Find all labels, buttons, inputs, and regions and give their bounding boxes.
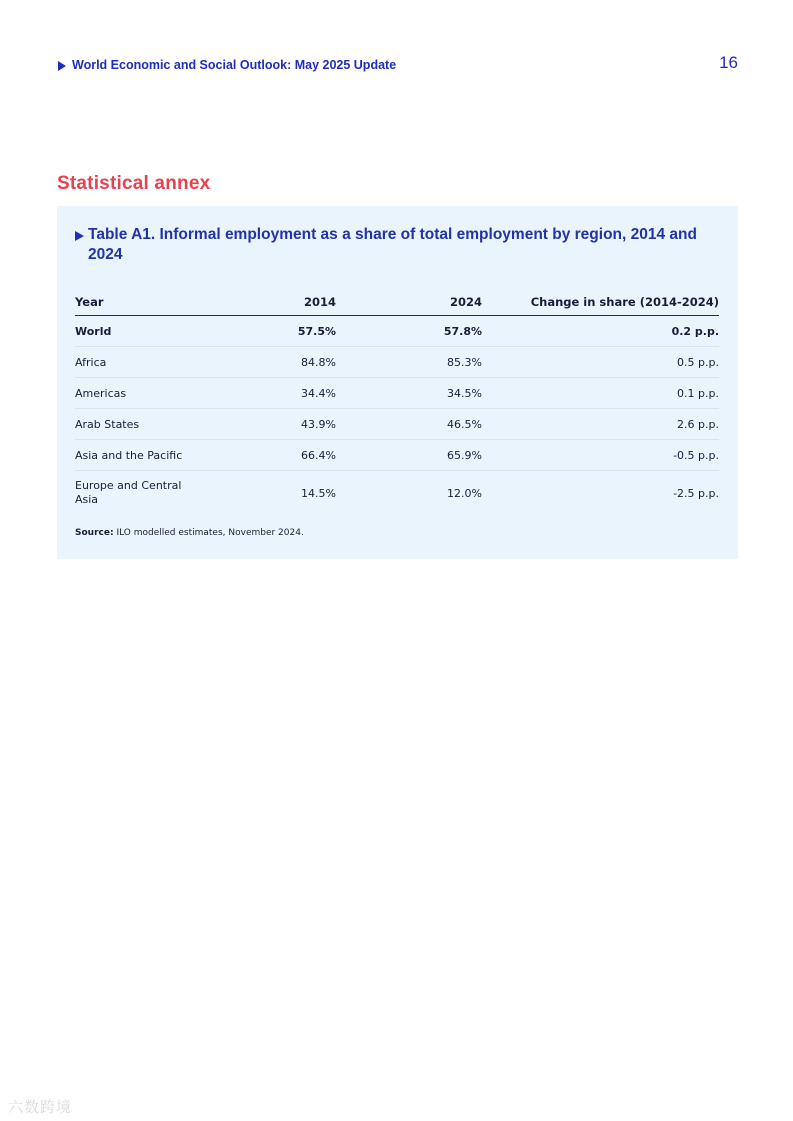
- page-header: [58, 53, 738, 77]
- region-cell: [75, 471, 225, 516]
- value-2014-cell: 57.5%: [225, 316, 336, 347]
- region-label: Europe and Central Asia: [75, 479, 182, 506]
- report-title: World Economic and Social Outlook: May 2025 Update: [72, 58, 397, 72]
- change-cell: 0.5 p.p.: [482, 347, 719, 378]
- column-header-year: Year: [75, 288, 225, 316]
- value-2024-cell: 65.9%: [336, 440, 482, 471]
- change-cell: -0.5 p.p.: [482, 440, 719, 471]
- region-cell: Africa: [75, 347, 225, 378]
- column-header-2024: 2024: [336, 288, 482, 316]
- table-row: [75, 378, 719, 409]
- source-text: ILO modelled estimates, November 2024.: [116, 528, 304, 538]
- watermark: 六数跨境: [8, 1098, 73, 1116]
- table-title: Table A1. Informal employment as a share of total employment by region, 2014 and 2024: [88, 226, 697, 263]
- value-2014-cell: 66.4%: [225, 440, 336, 471]
- table-row: [75, 316, 719, 347]
- change-cell: 2.6 p.p.: [482, 409, 719, 440]
- source-label: Source:: [75, 528, 114, 538]
- value-2024-cell: 57.8%: [336, 316, 482, 347]
- region-cell: Asia and the Pacific: [75, 440, 225, 471]
- page-number: 16: [719, 53, 738, 72]
- table-source-note: [75, 528, 304, 538]
- value-2014-cell: 14.5%: [301, 486, 336, 500]
- column-header-change: Change in share (2014-2024): [482, 288, 719, 316]
- triangle-right-icon: [58, 61, 66, 71]
- value-2024-cell: 85.3%: [336, 347, 482, 378]
- value-2014-cell: 84.8%: [225, 347, 336, 378]
- triangle-right-icon: [75, 231, 84, 241]
- section-title: Statistical annex: [57, 173, 211, 194]
- table-row: [75, 471, 719, 516]
- table-panel: [57, 206, 738, 559]
- value-2014-cell: 43.9%: [225, 409, 336, 440]
- region-cell: World: [75, 316, 225, 347]
- column-header-2014: 2014: [225, 288, 336, 316]
- table-row: [75, 347, 719, 378]
- value-2024-cell: 12.0%: [447, 486, 482, 500]
- region-cell: Americas: [75, 378, 225, 409]
- value-2024-cell: 46.5%: [336, 409, 482, 440]
- table-row: [75, 440, 719, 471]
- change-cell: 0.2 p.p.: [482, 316, 719, 347]
- change-cell: -2.5 p.p.: [673, 486, 719, 500]
- informal-employment-table: [75, 288, 719, 515]
- value-2024-cell: 34.5%: [336, 378, 482, 409]
- table-header-row: [75, 288, 719, 316]
- value-2014-cell: 34.4%: [225, 378, 336, 409]
- table-row: [75, 409, 719, 440]
- region-cell: Arab States: [75, 409, 225, 440]
- change-cell: 0.1 p.p.: [482, 378, 719, 409]
